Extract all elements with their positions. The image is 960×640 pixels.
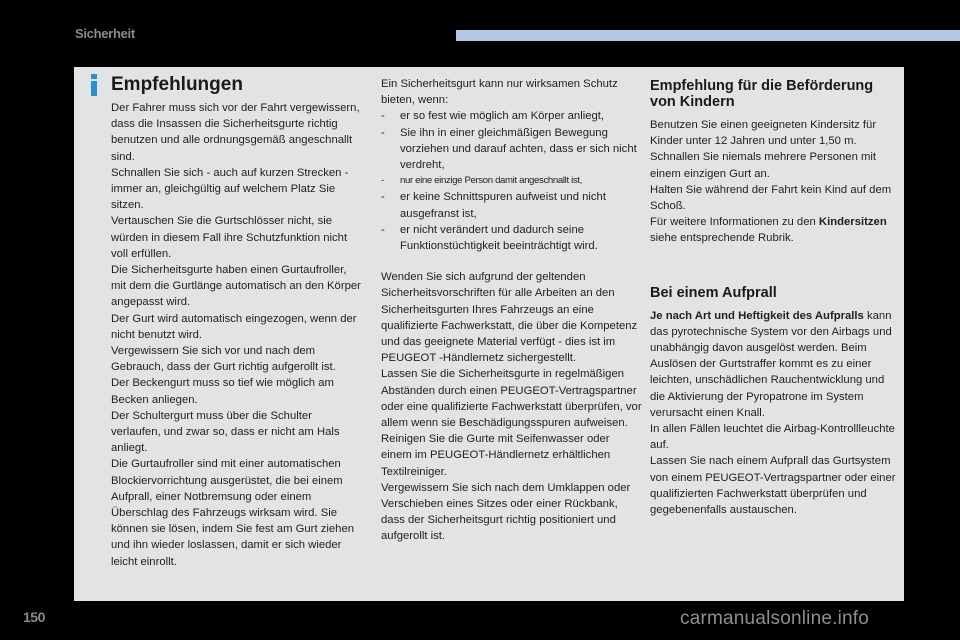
recommendations-heading: Empfehlungen xyxy=(111,74,243,95)
page-number: 150 xyxy=(23,609,45,625)
paragraph: Je nach Art und Heftigkeit des Aufpralls kann das pyrotechnische System vor den Airbags und unabhängig davon ausgelöst werden. Beim Auslösen der Gurtstraffer kommt es zu einer leichten, unschädlichen Rauchentwicklung und die Aktivierung der Pyropatrone im System verursacht einen Knall. xyxy=(650,309,892,419)
list-item: - nur eine einzige Person damit angeschnallt ist, xyxy=(381,173,643,189)
child-transport-heading: Empfehlung für die Beförderung von Kindern xyxy=(650,78,874,110)
child-seats-reference: Kindersitzen xyxy=(818,216,887,229)
dash-bullet-icon: - xyxy=(381,175,384,187)
conditions-list xyxy=(381,108,643,254)
paragraph: Vergewissern Sie sich vor und nach dem Gebrauch, dass der Gurt richtig aufgerollt ist. xyxy=(111,345,336,374)
recommendations-column xyxy=(111,74,363,570)
paragraph: Schnallen Sie sich - auch auf kurzen Strecken - immer an, gleichgültig auf welchem Platz Sie sitzen. xyxy=(111,166,349,212)
paragraph: Lassen Sie nach einem Aufprall das Gurtsystem von einem PEUGEOT-Vertragspartner oder einer qualifizierten Fachwerkstatt überprüfen und gegebenenfalls austauschen. xyxy=(650,455,896,517)
children-and-impact-column xyxy=(650,78,900,518)
paragraph: Vergewissern Sie sich nach dem Umklappen oder Verschieben eines Sitzes oder einer Rückbank, dass der Sicherheitsgurt richtig positioniert und aufgerollt ist. xyxy=(381,481,631,543)
header-accent-bar xyxy=(456,30,960,41)
dash-bullet-icon: - xyxy=(381,191,385,204)
paragraph: Schnallen Sie niemals mehrere Personen mit einem einzigen Gurt an. xyxy=(650,151,877,180)
list-item: - er so fest wie möglich am Körper anliegt, xyxy=(381,108,643,124)
list-item: - er nicht verändert und dadurch seine Funktionstüchtigkeit beeinträchtigt wird. xyxy=(381,223,598,253)
dash-bullet-icon: - xyxy=(381,110,385,123)
info-icon xyxy=(88,74,100,96)
paragraph: Für weitere Informationen zu den Kindersitzen siehe entsprechende Rubrik. xyxy=(650,216,887,245)
paragraph: Der Fahrer muss sich vor der Fahrt vergewissern, dass die Insassen die Sicherheitsgurte richtig benutzen und alle ordnungsgemäß angeschnallt sind. xyxy=(111,102,360,163)
paragraph: Reinigen Sie die Gurte mit Seifenwasser oder einem im PEUGEOT-Händlernetz erhältlichen Textilreiniger. xyxy=(381,433,611,478)
paragraph: Halten Sie während der Fahrt kein Kind auf dem Schoß. xyxy=(650,183,892,213)
paragraph: Benutzen Sie einen geeigneten Kindersitz für Kinder unter 12 Jahren und unter 1,50 m. xyxy=(650,119,877,148)
paragraph: Der Gurt wird automatisch eingezogen, wenn der nicht benutzt wird. xyxy=(111,312,357,341)
paragraph: In allen Fällen leuchtet die Airbag-Kontrollleuchte auf. xyxy=(650,423,895,452)
paragraph: Der Beckengurt muss so tief wie möglich am Becken anliegen. xyxy=(111,377,334,406)
paragraph: Der Schultergurt muss über die Schulter verlaufen, und zwar so, dass er nicht am Hals anliegt. xyxy=(111,409,340,455)
paragraph: Lassen Sie die Sicherheitsgurte in regelmäßigen Abständen durch einen PEUGEOT-Vertragspartner oder eine qualifizierte Fachwerkstatt überprüfen, vor allem wenn sie Beschädigungsspuren aufweisen. xyxy=(381,368,642,430)
paragraph: Die Gurtaufroller sind mit einer automatischen Blockiervorrichtung ausgerüstet, die bei einem Aufprall, einer Notbremsung oder einem Überschlag des Fahrzeugs wirksam wird. Sie können sie lösen, indem Sie fest am Gurt ziehen und ihn wieder loslassen, damit er sich wieder leicht einrollt. xyxy=(111,458,355,568)
paragraph: Wenden Sie sich aufgrund der geltenden Sicherheitsvorschriften für alle Arbeiten an den Sicherheitsgurten Ihres Fahrzeugs an eine qualifizierte Fachwerkstatt, die über die Kompetenz und das geeignete Material verfügt - dies ist im PEUGEOT -Händlernetz sichergestellt. xyxy=(381,271,638,365)
list-item: - Sie ihn in einer gleichmäßigen Bewegung vorziehen und darauf achten, dass er sich nicht verdreht, xyxy=(381,126,637,172)
section-title: Sicherheit xyxy=(75,26,135,41)
impact-heading: Bei einem Aufprall xyxy=(650,284,777,301)
watermark: carmanualsonline.info xyxy=(680,608,870,629)
paragraph: Vertauschen Sie die Gurtschlösser nicht, sie würden in diesem Fall ihre Schutzfunktion nicht voll erfüllen. xyxy=(111,215,348,260)
dash-bullet-icon: - xyxy=(381,223,385,236)
belt-conditions-column xyxy=(381,76,643,545)
dash-bullet-icon: - xyxy=(381,126,385,139)
paragraph: Die Sicherheitsgurte haben einen Gurtaufroller, mit dem die Gurtlänge automatisch an den Körper angepasst wird. xyxy=(111,264,361,309)
intro-text: Ein Sicherheitsgurt kann nur wirksamen Schutz bieten, wenn: xyxy=(381,78,618,107)
list-item: - er keine Schnittspuren aufweist und nicht ausgefranst ist, xyxy=(381,191,606,220)
